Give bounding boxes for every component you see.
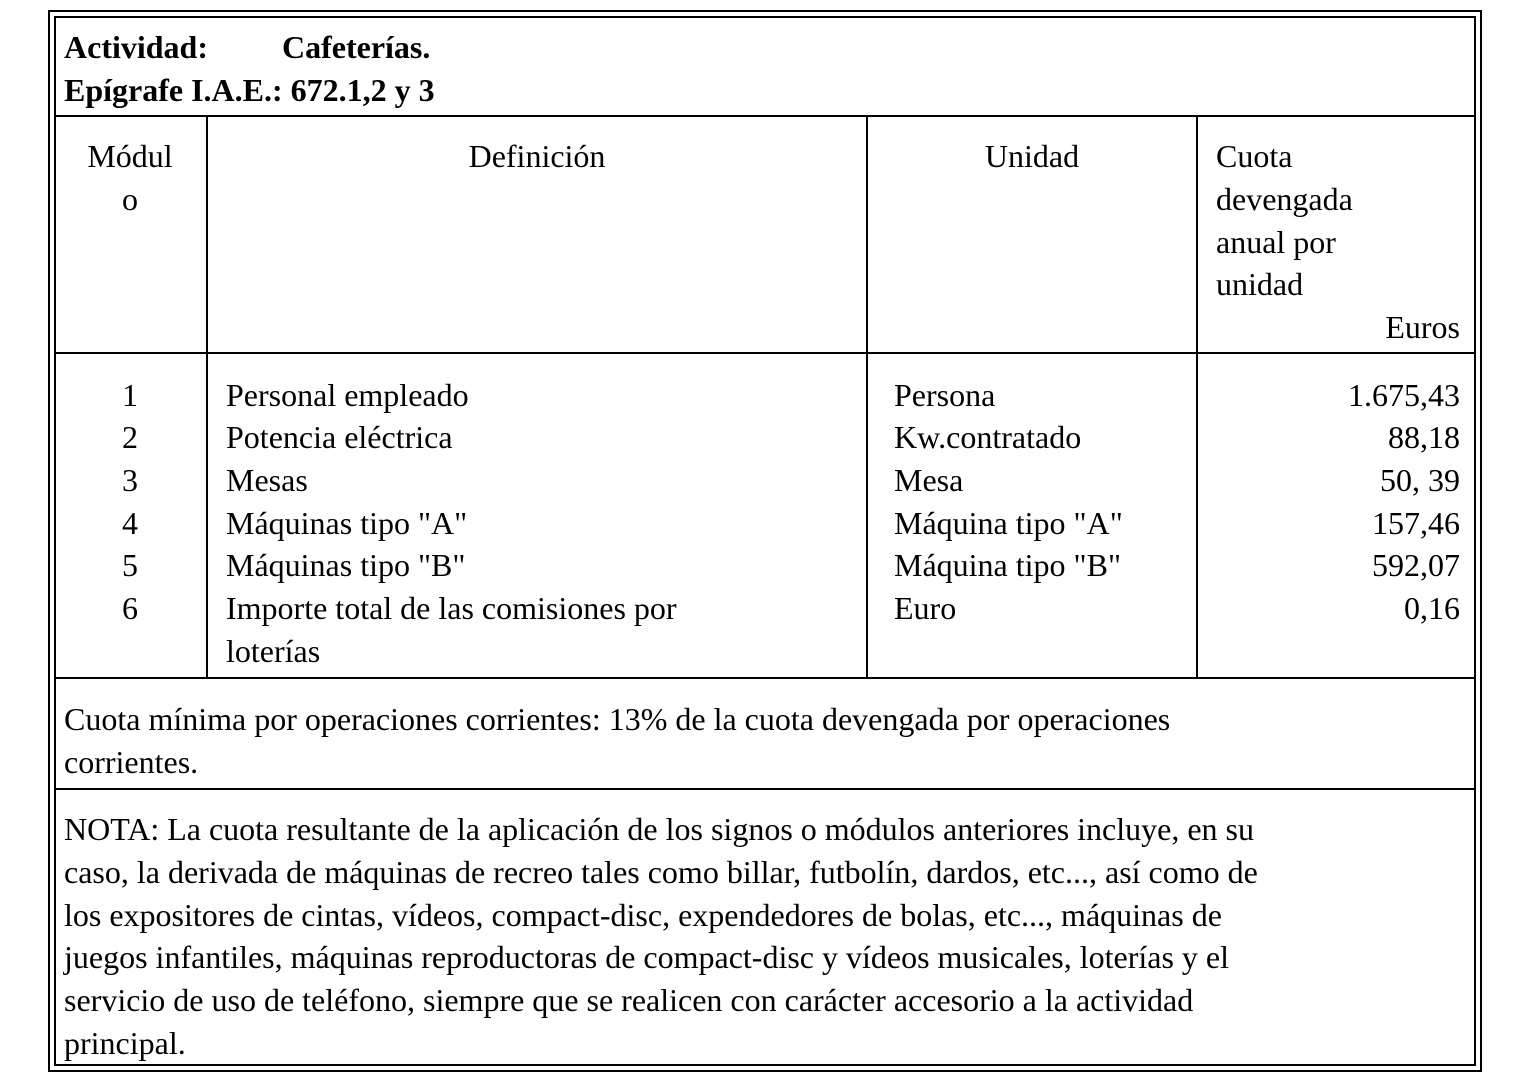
actividad-label: Actividad: <box>64 29 208 65</box>
actividad-value: Cafeterías. <box>282 29 431 65</box>
table-body-divider <box>56 677 1474 679</box>
column-divider-2 <box>866 115 868 677</box>
row-cuota: 50, 39 <box>1380 462 1460 498</box>
row-modulo: 2 <box>122 419 138 455</box>
row-definicion: Potencia eléctrica <box>226 419 453 455</box>
row-cuota: 592,07 <box>1372 547 1460 583</box>
col-header-definicion: Definición <box>468 138 606 174</box>
row-unidad: Mesa <box>894 462 964 498</box>
cuota-minima-divider <box>56 788 1474 790</box>
row-cuota: 157,46 <box>1372 505 1460 541</box>
epigrafe-line: Epígrafe I.A.E.: 672.1,2 y 3 <box>64 72 435 108</box>
row-definicion: Importe total de las comisiones por <box>226 590 677 626</box>
row-modulo: 1 <box>122 377 138 413</box>
row-unidad: Persona <box>894 377 996 413</box>
nota-line-2: caso, la derivada de máquinas de recreo tales como billar, futbolín, dardos, etc..., así como de <box>64 854 1258 890</box>
col-header-cuota-1: Cuota <box>1216 138 1293 174</box>
col-header-cuota-2: devengada <box>1216 181 1353 217</box>
column-divider-3 <box>1196 115 1198 677</box>
col-header-cuota-4: unidad <box>1216 266 1304 302</box>
row-unidad: Kw.contratado <box>894 419 1082 455</box>
nota-line-4: juegos infantiles, máquinas reproductoras de compact-disc y vídeos musicales, loterías y el <box>64 939 1229 975</box>
row-modulo: 6 <box>122 590 138 626</box>
cuota-minima-line-2: corrientes. <box>64 744 199 780</box>
row-definicion: Máquinas tipo "A" <box>226 505 468 541</box>
nota-line-6: principal. <box>64 1025 186 1061</box>
row-definicion: Mesas <box>226 462 308 498</box>
row-modulo: 5 <box>122 547 138 583</box>
row-cuota: 88,18 <box>1388 419 1460 455</box>
row-unidad: Euro <box>894 590 957 626</box>
row-modulo: 4 <box>122 505 138 541</box>
col-header-modulo-1: Módul <box>87 138 173 174</box>
row-cuota: 0,16 <box>1404 590 1460 626</box>
column-divider-1 <box>206 115 208 677</box>
document-frame <box>48 10 1482 1072</box>
row-definicion-continuation: loterías <box>226 633 321 669</box>
table-frame <box>54 16 1476 1066</box>
col-header-unidad: Unidad <box>984 138 1080 174</box>
col-header-cuota-units: Euros <box>1385 309 1460 345</box>
nota-line-5: servicio de uso de teléfono, siempre que se realicen con carácter accesorio a la actividad <box>64 982 1194 1018</box>
nota-line-3: los expositores de cintas, vídeos, compact-disc, expendedores de bolas, etc..., máquinas de <box>64 897 1222 933</box>
row-unidad: Máquina tipo "A" <box>894 505 1123 541</box>
row-definicion: Máquinas tipo "B" <box>226 547 466 583</box>
header-divider <box>56 115 1474 117</box>
row-definicion: Personal empleado <box>226 377 469 413</box>
column-header-divider <box>56 352 1474 354</box>
row-cuota: 1.675,43 <box>1348 377 1460 413</box>
col-header-modulo-2: o <box>122 181 138 217</box>
row-modulo: 3 <box>122 462 138 498</box>
row-unidad: Máquina tipo "B" <box>894 547 1121 583</box>
col-header-cuota-3: anual por <box>1216 224 1336 260</box>
nota-line-1: NOTA: La cuota resultante de la aplicación de los signos o módulos anteriores incluye, en su <box>64 811 1254 847</box>
cuota-minima-line-1: Cuota mínima por operaciones corrientes: 13% de la cuota devengada por operaciones <box>64 701 1171 737</box>
